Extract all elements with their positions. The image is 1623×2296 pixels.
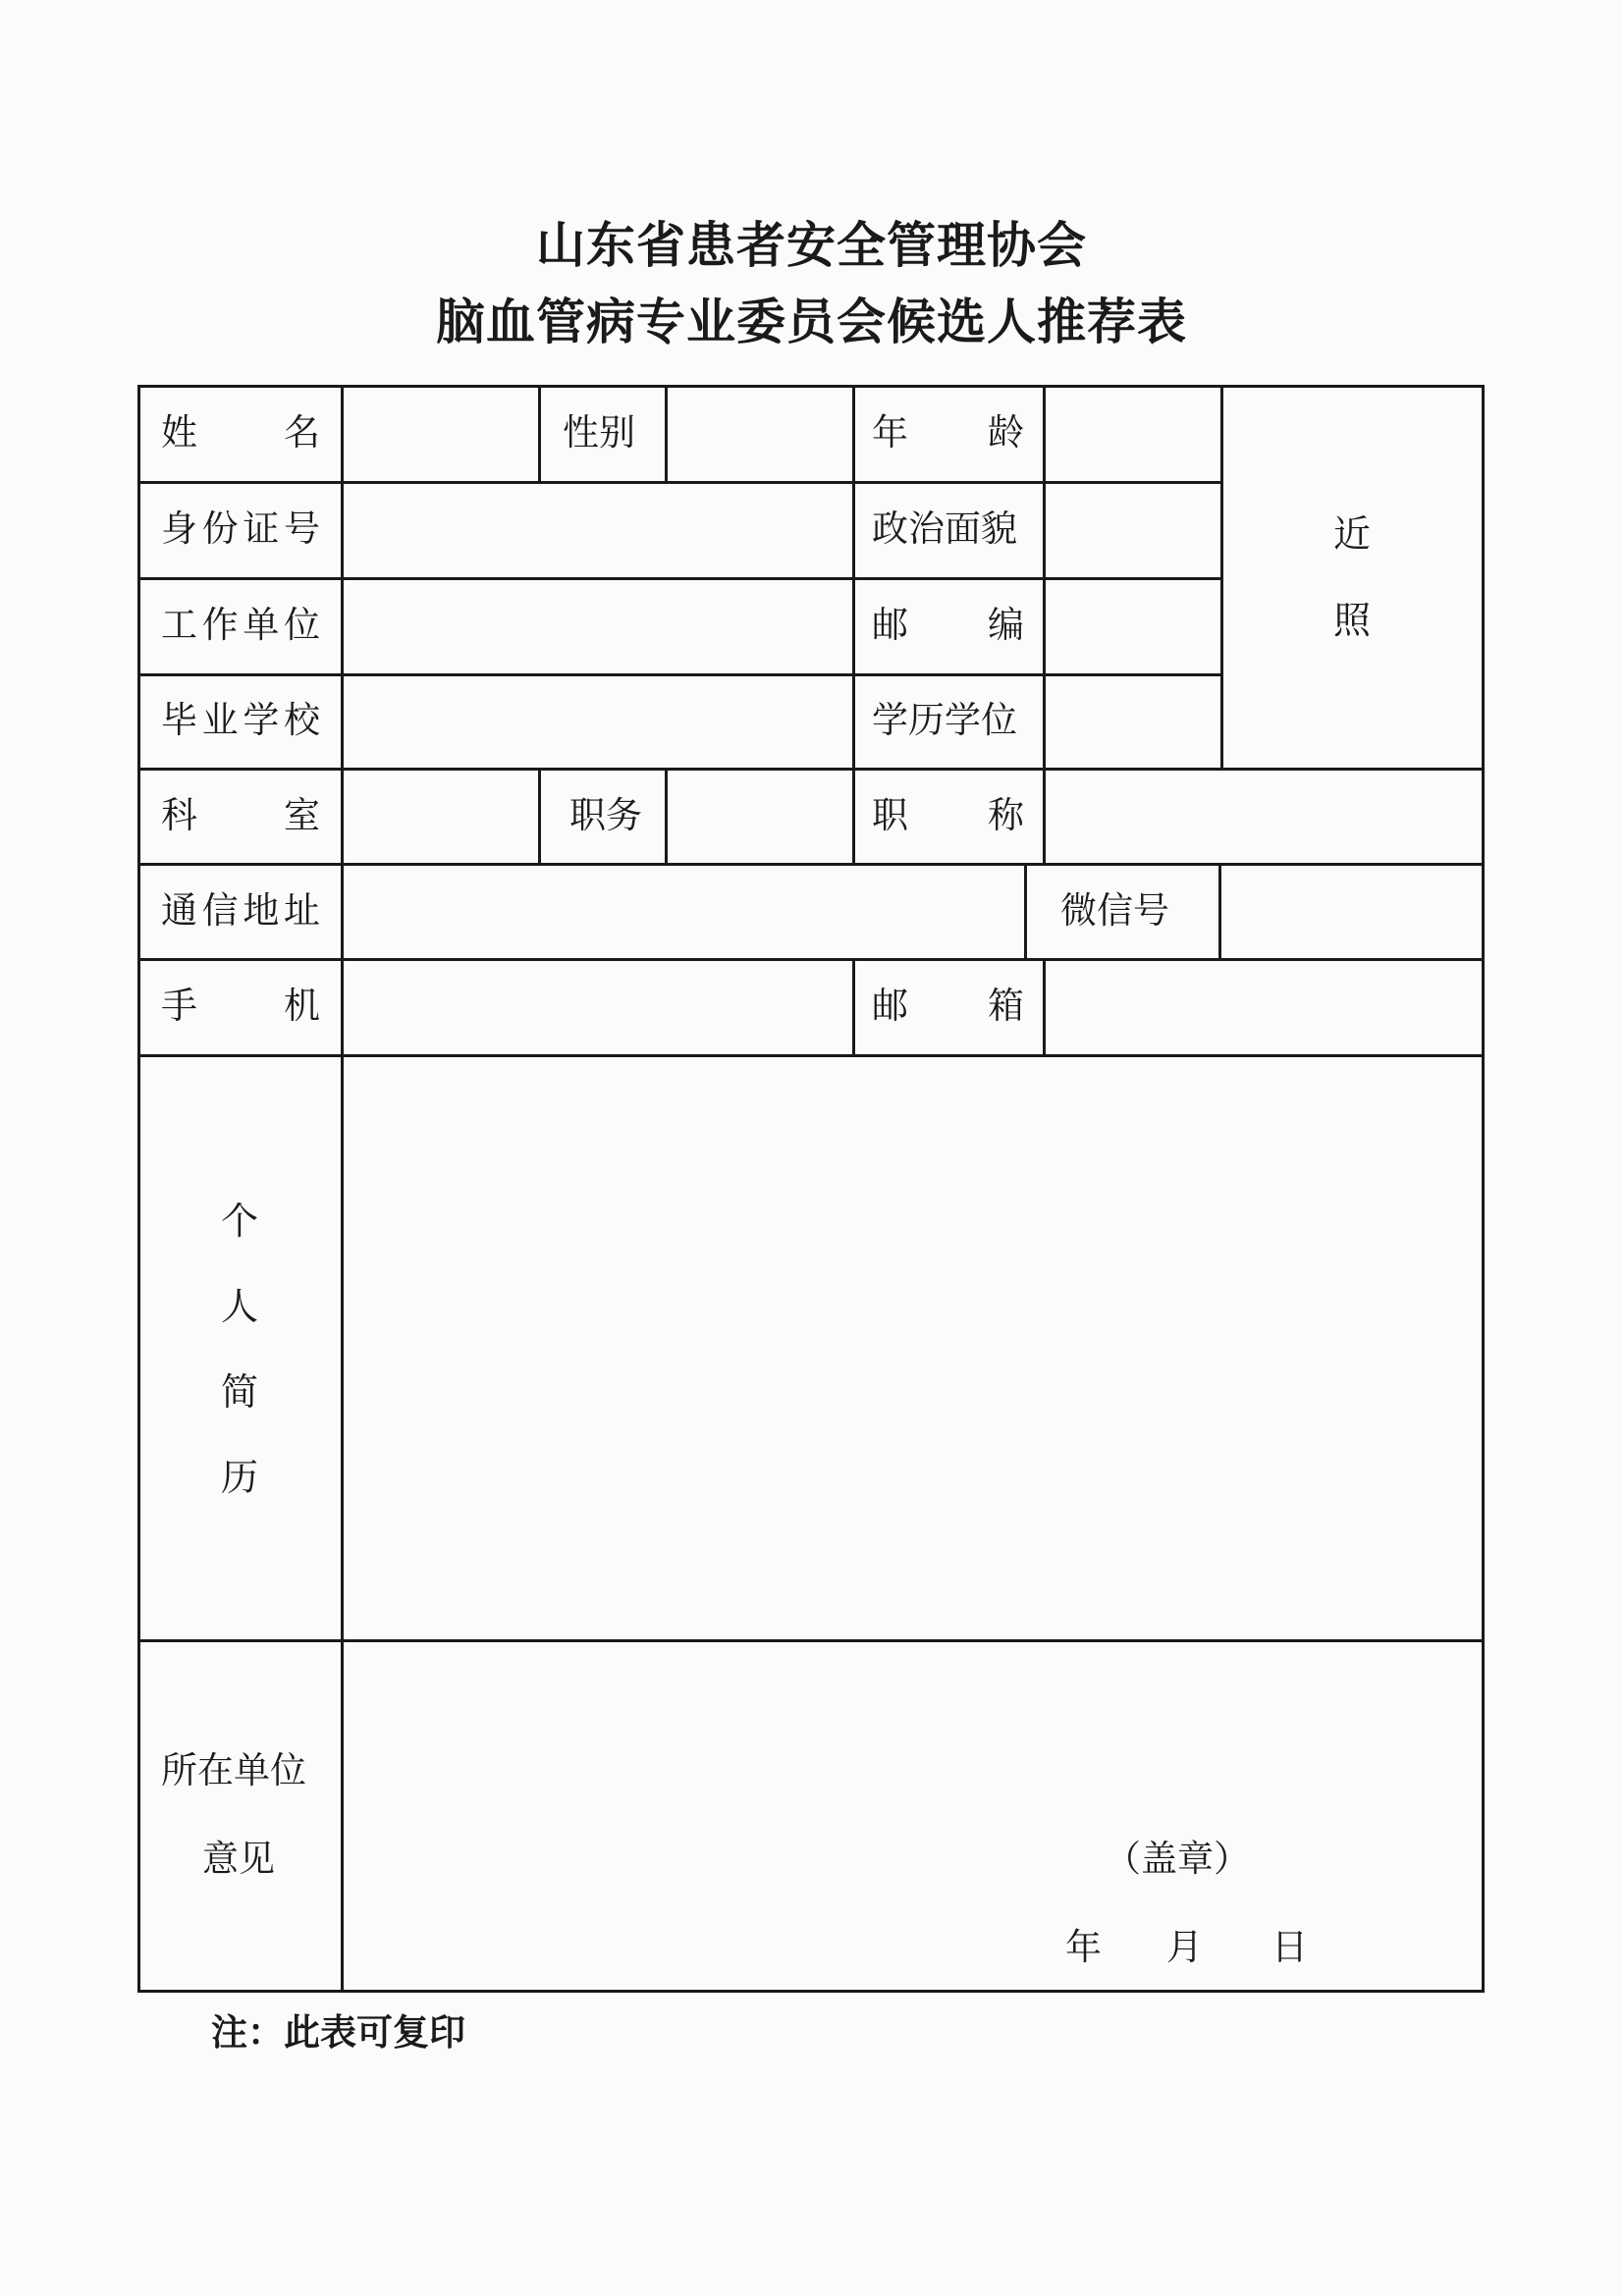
graduate-school-label: 毕 业 学 校 — [161, 699, 320, 741]
gender-field[interactable] — [668, 388, 852, 481]
column-divider — [1024, 863, 1027, 958]
mobile-field[interactable] — [344, 961, 852, 1054]
position-label: 职务 — [569, 794, 642, 836]
wechat-field[interactable] — [1221, 866, 1482, 958]
address-field[interactable] — [344, 866, 1024, 958]
unit-opinion-label: 意见 — [202, 1838, 275, 1880]
resume-label-char: 简 — [220, 1370, 258, 1414]
date-year-label: 年 — [1065, 1926, 1102, 1968]
name-field[interactable] — [344, 388, 538, 481]
degree-label: 学历学位 — [872, 699, 1017, 741]
date-day-label: 日 — [1271, 1926, 1308, 1968]
postcode-label: 邮 编 — [872, 604, 1024, 646]
postcode-field[interactable] — [1046, 580, 1220, 673]
name-label: 姓 名 — [161, 411, 320, 454]
political-status-field[interactable] — [1046, 484, 1220, 577]
seal-label: （盖章） — [1105, 1838, 1250, 1880]
resume-label-char: 个 — [220, 1200, 258, 1243]
column-divider — [538, 768, 541, 863]
degree-field[interactable] — [1046, 676, 1220, 768]
position-field[interactable] — [668, 771, 852, 863]
column-divider — [538, 385, 541, 481]
department-label: 科 室 — [161, 794, 320, 836]
address-label: 通 信 地 址 — [161, 889, 320, 932]
date-month-label: 月 — [1166, 1926, 1203, 1968]
column-divider — [852, 958, 855, 1054]
resume-field[interactable] — [344, 1057, 1482, 1639]
resume-label-char: 历 — [220, 1456, 258, 1499]
work-unit-field[interactable] — [344, 580, 852, 673]
footnote: 注：此表可复印 — [211, 2010, 465, 2054]
recommendation-form-table — [137, 385, 1485, 1993]
page-subtitle: 脑血管病专业委员会候选人推荐表 — [436, 293, 1187, 350]
graduate-school-field[interactable] — [344, 676, 852, 768]
photo-label-char: 近 — [1332, 512, 1371, 556]
age-label: 年 龄 — [872, 411, 1024, 454]
table-border-left — [137, 385, 140, 1993]
table-border-right — [1482, 385, 1485, 1993]
email-field[interactable] — [1046, 961, 1482, 1054]
political-status-label: 政治面貌 — [872, 507, 1017, 550]
column-divider — [852, 385, 855, 863]
unit-opinion-label: 所在单位 — [161, 1749, 306, 1791]
department-field[interactable] — [344, 771, 538, 863]
mobile-label: 手 机 — [161, 985, 320, 1027]
table-border-bottom — [137, 1990, 1485, 1993]
gender-label: 性别 — [563, 411, 635, 454]
photo-label-char: 照 — [1332, 599, 1371, 642]
id-number-label: 身 份 证 号 — [161, 507, 320, 550]
wechat-label: 微信号 — [1060, 889, 1169, 932]
email-label: 邮 箱 — [872, 985, 1024, 1027]
photo-area[interactable] — [1223, 388, 1482, 768]
age-field[interactable] — [1046, 388, 1220, 481]
id-number-field[interactable] — [344, 484, 852, 577]
resume-label-char: 人 — [220, 1285, 258, 1328]
unit-opinion-field[interactable] — [344, 1642, 1482, 1990]
title-rank-label: 职 称 — [872, 794, 1024, 836]
work-unit-label: 工 作 单 位 — [161, 604, 320, 646]
title-rank-field[interactable] — [1046, 771, 1482, 863]
page-title: 山东省患者安全管理协会 — [536, 216, 1087, 274]
